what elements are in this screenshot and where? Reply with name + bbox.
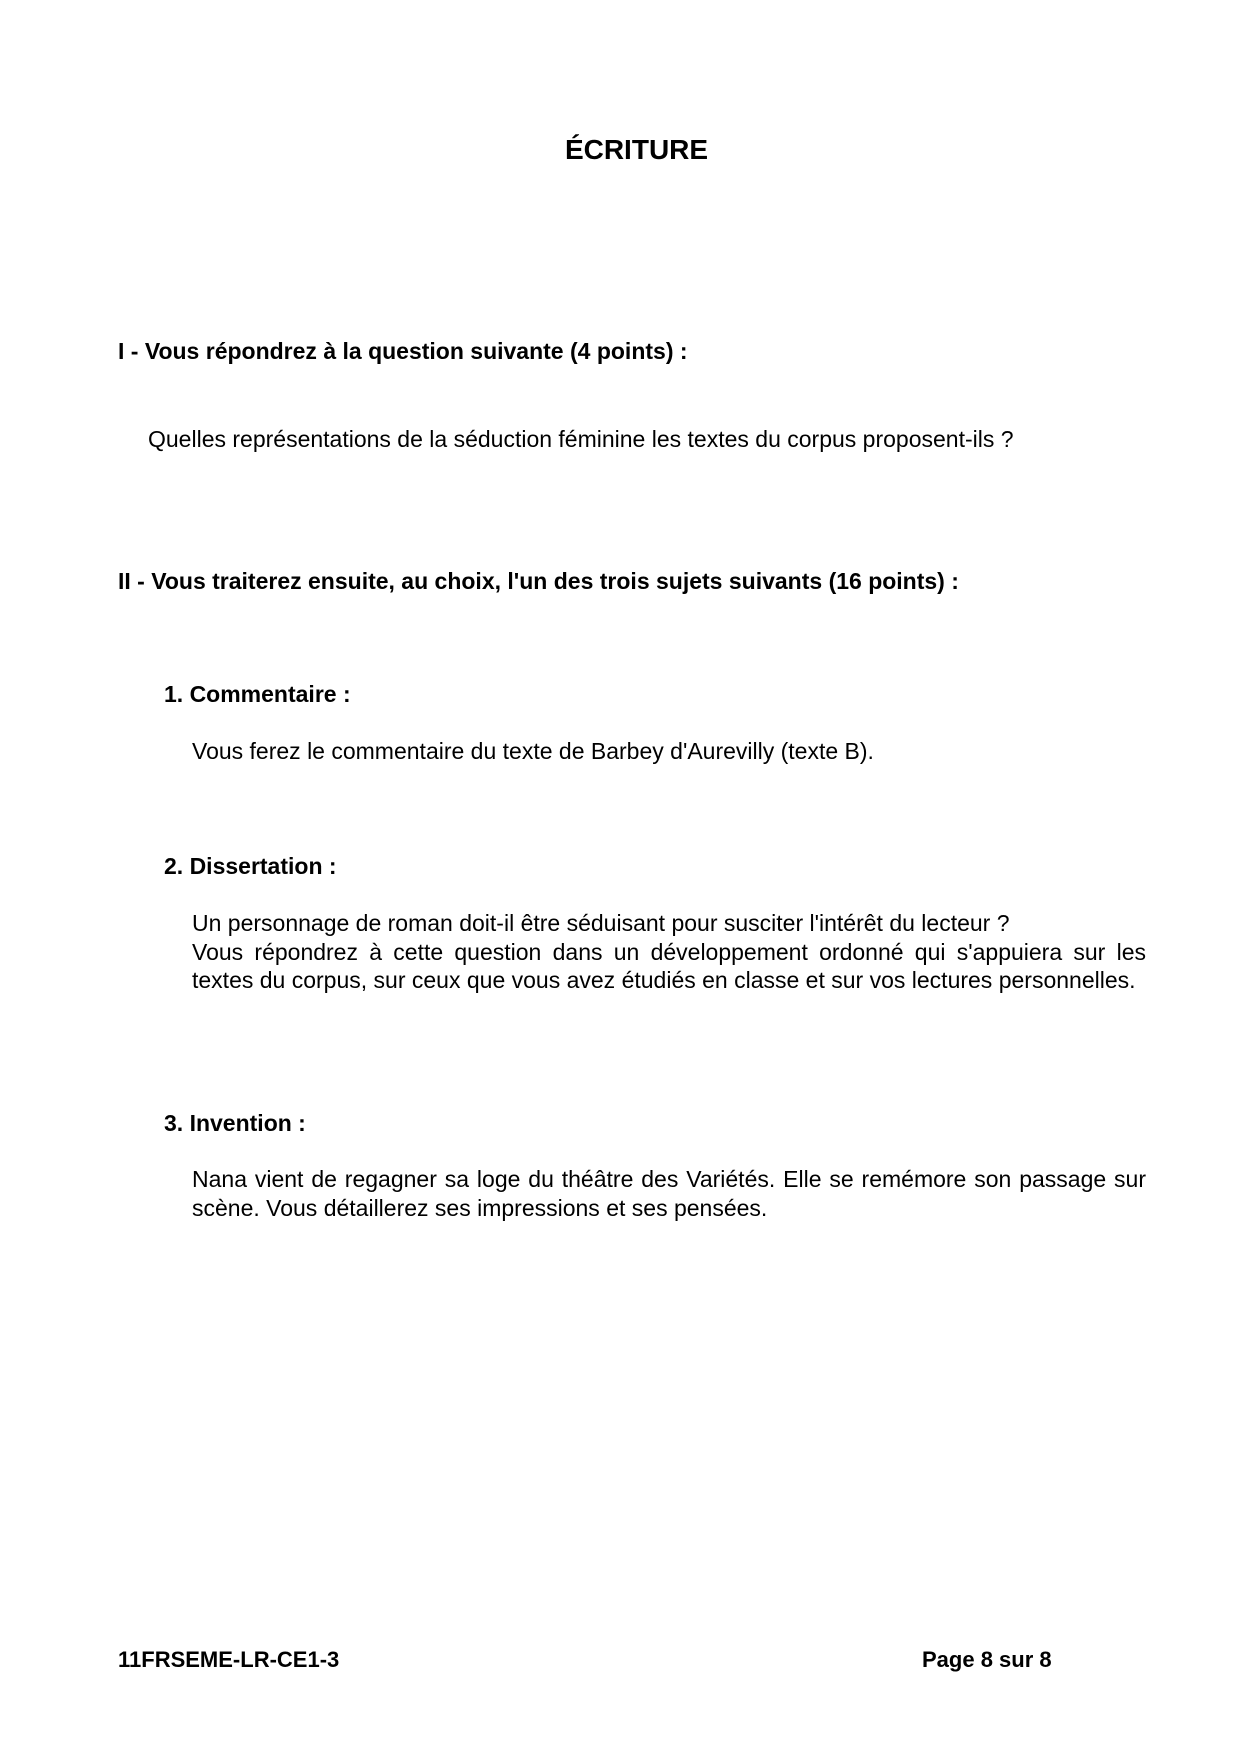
subject-dissertation-instructions: Vous répondrez à cette question dans un développement ordonné qui s'appuiera sur les textes du corpus, sur ceux que vous avez étudiés en classe et sur vos lectures personnelles. (192, 938, 1146, 994)
subject-commentaire-heading: 1. Commentaire : (164, 681, 351, 707)
page-title: ÉCRITURE (564, 134, 709, 165)
subject-commentaire-line: Vous ferez le commentaire du texte de Barbey d'Aurevilly (texte B). (192, 738, 874, 764)
subject-dissertation-heading: 2. Dissertation : (164, 853, 337, 879)
subject-dissertation-text (192, 909, 1146, 995)
subject-invention-heading: 3. Invention : (164, 1110, 306, 1136)
subject-invention-text (192, 1165, 1146, 1222)
footer-document-code: 11FRSEME-LR-CE1-3 (118, 1647, 340, 1672)
footer-page-number: Page 8 sur 8 (922, 1647, 1052, 1672)
subject-dissertation-question: Un personnage de roman doit-il être séduisant pour susciter l'intérêt du lecteur ? (192, 910, 1010, 936)
part1-question: Quelles représentations de la séduction féminine les textes du corpus proposent-ils ? (148, 426, 1014, 452)
part2-heading: II - Vous traiterez ensuite, au choix, l'un des trois sujets suivants (16 points) : (118, 568, 959, 594)
subject-commentaire-text (192, 737, 1146, 766)
subject-invention-line: Nana vient de regagner sa loge du théâtre des Variétés. Elle se remémore son passage sur scène. Vous détaillerez ses impressions et ses pensées. (192, 1166, 1146, 1221)
part1-heading: I - Vous répondrez à la question suivante (4 points) : (118, 338, 688, 364)
